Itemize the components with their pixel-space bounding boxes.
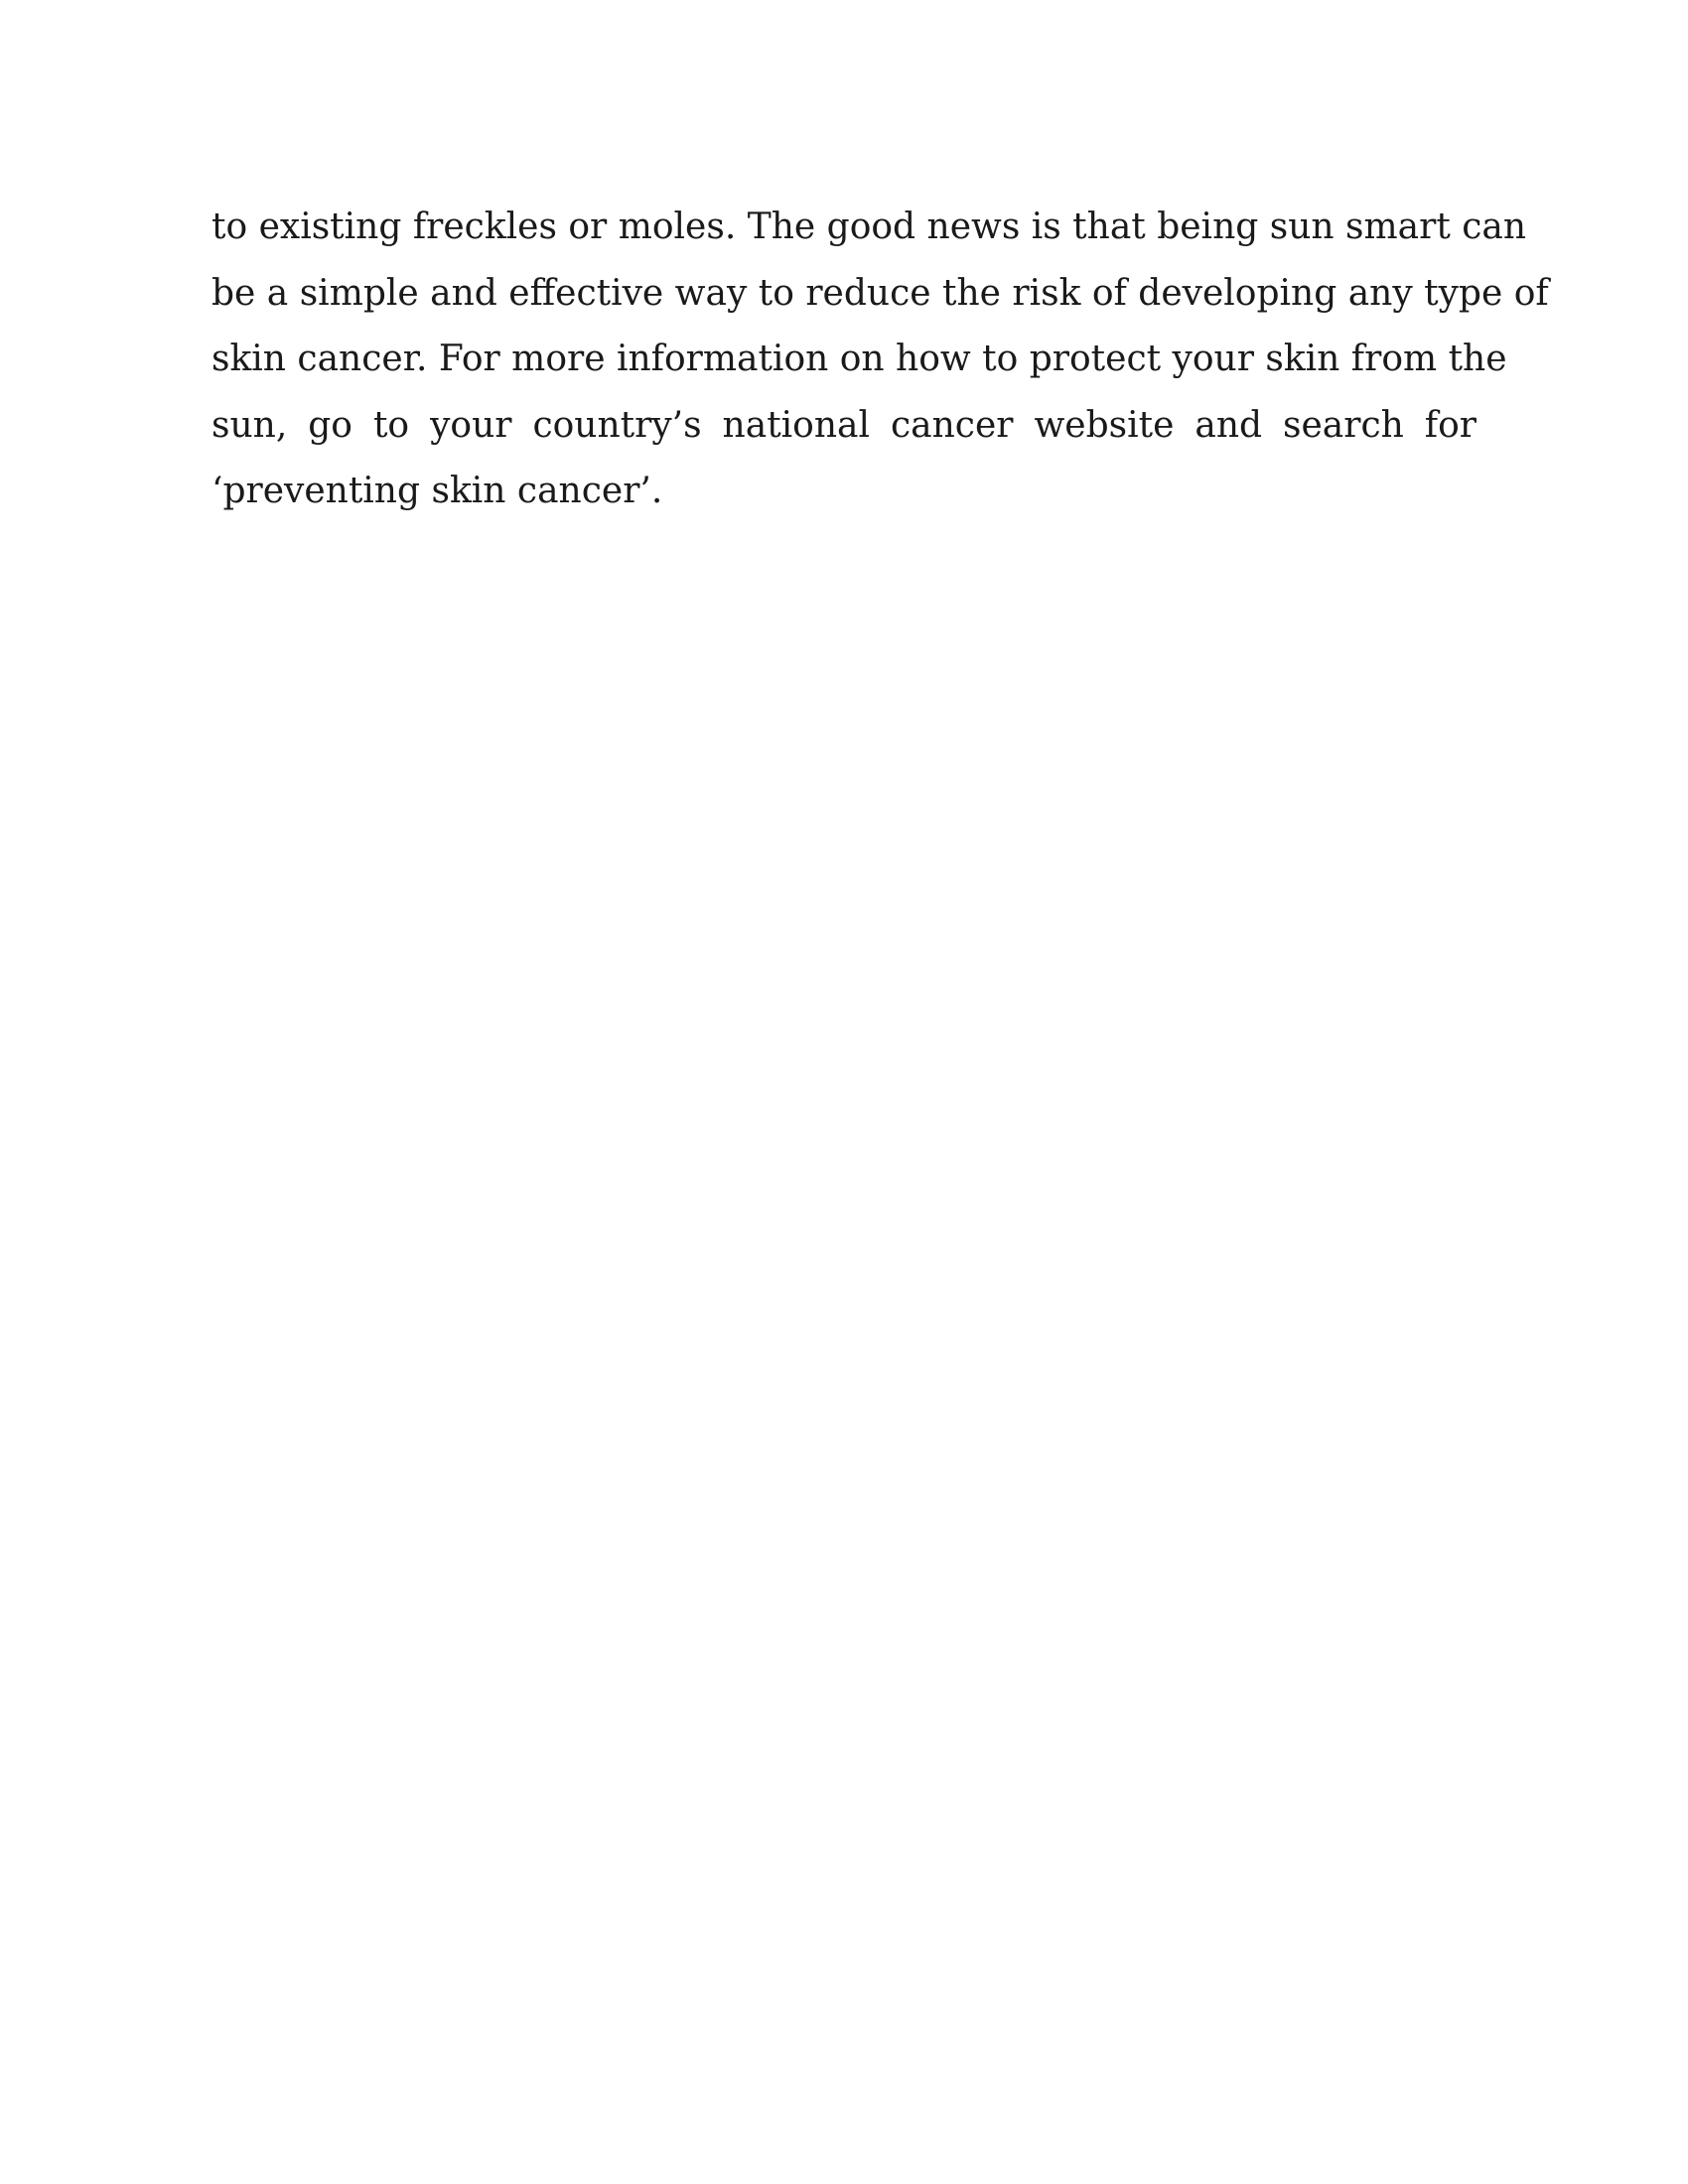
paragraph-line-3: skin cancer. For more information on how to protect your skin from the [211,339,1507,379]
paragraph-line-5: ‘preventing skin cancer’. [211,471,663,511]
paragraph-line-1: to existing freckles or moles. The good news is that being sun smart can [211,206,1527,247]
paragraph-line-4: sun, go to your country’s national cancer website and search for [211,404,1477,446]
paragraph-line-2: be a simple and effective way to reduce the risk of developing any type of [211,272,1549,314]
body-paragraph [211,195,1549,525]
